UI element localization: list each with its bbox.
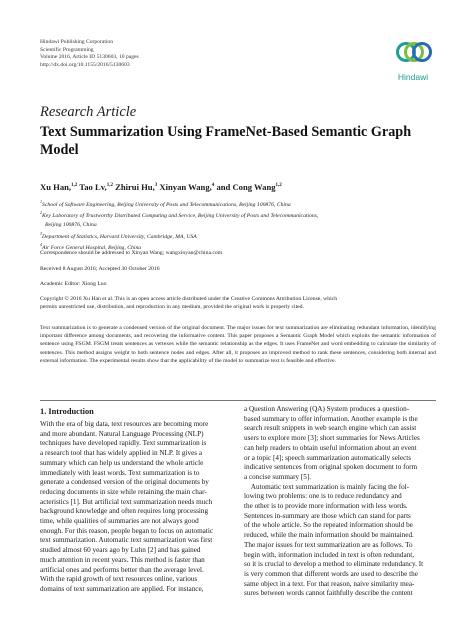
author-name: and Cong Wang (216, 182, 276, 192)
body-line: users to explore more [3]; short summaries for News Articles (244, 434, 420, 443)
affiliation-sup: 2 (40, 210, 42, 216)
body-column-left (40, 420, 213, 595)
body-line: so it is crucial to develop a method to eliminate redundancy. It (244, 560, 424, 569)
correspondence-line: Correspondence should be addressed to Xinyan Wang; wangxinyan@china.com (40, 250, 223, 256)
body-line: domains of text summarization are applied. For instance, (40, 584, 204, 593)
article-type: Research Article (40, 104, 137, 120)
publisher-logo-text: Hindawi (397, 72, 429, 82)
body-line: the other is to provide more information with less words. (244, 502, 408, 511)
body-line: text summarization. Automatic text summarization was first (40, 536, 213, 545)
body-line: studied almost 60 years ago by Luhn [2] and has gained (40, 546, 201, 555)
journal-header-line: Scientific Programming (40, 46, 94, 53)
body-line: indicative sentences from original spoken document to form (244, 463, 418, 472)
body-line: artificial ones and performs better than the average level. (40, 565, 204, 574)
body-line: generate a condensed version of the original documents by (40, 478, 209, 487)
author-name: Zhirui Hu, (115, 182, 155, 192)
body-line: much attention in recent years. This method is faster than (40, 555, 205, 564)
body-line: Automatic text summarization is mainly facing the fol- (244, 482, 410, 491)
body-line: sures between words cannot faithfully describe the content (244, 589, 413, 598)
author-affil-sup: 1,2 (275, 183, 282, 189)
body-line: reduced, while the main information should be maintained. (244, 531, 414, 540)
body-line: can help readers to obtain useful information about an event (244, 443, 417, 452)
copyright-notice (40, 295, 436, 311)
affiliation-text: Air Force General Hospital, Beijing, China (42, 244, 142, 251)
body-line: search result snippets in web search engine which can assist (244, 424, 417, 433)
journal-header-line: Volume 2016, Article ID 5130603, 10 pages (40, 54, 139, 61)
body-line: techniques have developed rapidly. Text summarization is (40, 439, 207, 448)
body-line: or a topic [4]; speech summarization automatically selects (244, 453, 412, 462)
affiliation (40, 230, 318, 241)
copyright-line: permits unrestricted use, distribution, and reproduction in any medium, provided the original work is properly cited. (40, 304, 304, 310)
affiliation-text: Beijing 100876, China (45, 221, 97, 228)
author-list (40, 182, 282, 192)
academic-editor-line: Academic Editor: Xiong Luo (40, 281, 107, 287)
journal-header (40, 39, 139, 69)
affiliation (40, 209, 318, 220)
body-line: reducing documents in size while retaining the main char- (40, 487, 207, 496)
author-affil-sup: 3 (154, 183, 158, 189)
affiliation-text: School of Software Engineering, Beijing University of Posts and Telecommunications, Beijing 100876, China (42, 201, 291, 208)
body-line: enough. For this reason, people began to focus on automatic (40, 526, 214, 535)
body-line: immediately with least words. Text summarization is to (40, 468, 200, 477)
body-line: based summary to offer information. Another example is the (244, 414, 418, 423)
hindawi-logo-icon (388, 38, 438, 90)
journal-header-line: Hindawi Publishing Corporation (40, 39, 114, 45)
body-line: time, while qualities of summaries are not always good (40, 517, 199, 526)
body-line: a research tool that has widely applied in NLP. It gives a (40, 449, 203, 458)
abstract: Text summarization is to generate a condensed version of the original document. The major issues for text summarization are eliminating redundant information, identifying important difference among documents, and recovering the informative content. This paper proposes a Semantic Graph Model which exploits the semantic information of sentence using FSGM. FSGM treats sentences as vertexes while the semantic relationship as the edges. It uses FrameNet and word embedding to calculate the similarity of sentences. This method assigns weight to both sentence nodes and edges. After all, it proposes an improved method to rank these sentences, considering both internal and external information. The experimental results show that the applicability of the model to summarize text is feasible and effective. (40, 325, 436, 364)
body-line: a concise summary [5]. (244, 472, 312, 481)
author-affil-sup: 4 (211, 183, 215, 189)
body-line: With the rapid growth of text resources online, various (40, 575, 198, 584)
body-line: With the era of big data, text resources are becoming more (40, 420, 209, 428)
affiliation-sup: 1 (40, 199, 42, 204)
affiliation-list (40, 198, 318, 253)
author-affil-sup: 1,2 (71, 183, 78, 189)
body-line: a Question Answering (QA) System produces a question- (244, 405, 410, 413)
affiliation-text: Key Laboratory of Trustworthy Distributed Computing and Service, Beijing University of Posts and Telecommunications, (42, 213, 319, 220)
body-line: of the whole article. So the repeated information should be (244, 521, 413, 530)
body-line: is very common that different words are used to describe the (244, 569, 418, 578)
body-line: same object in a text. For that reason, naive similarity mea- (244, 579, 415, 588)
affiliation (40, 221, 318, 230)
article-title: Text Summarization Using FrameNet-Based Semantic Graph Model (40, 124, 412, 158)
affiliation-sup: 4 (40, 242, 42, 248)
author-affil-sup: 1,2 (106, 183, 113, 189)
author-name: Tao Lv, (79, 182, 107, 192)
body-line: summary which can help us understand the whole article (40, 458, 204, 467)
affiliation-sup: 3 (40, 230, 42, 236)
author-name: Xu Han, (40, 182, 72, 192)
doi-link[interactable]: http://dx.doi.org/10.1155/2016/5130603 (40, 61, 130, 68)
body-line: background knowledge and often requires long processing (40, 507, 209, 516)
affiliation (40, 198, 318, 209)
affiliation-text: Department of Statistics, Harvard University, Cambridge, MA, USA (42, 233, 197, 240)
body-line: and more abundant. Natural Language Processing (NLP) (40, 429, 204, 438)
body-line: The major issues for text summarization are as follows. To (244, 540, 413, 549)
copyright-line: Copyright © 2016 Xu Han et al. This is an open access article distributed under the Creative Commons Attribution License, which (40, 296, 338, 302)
section-heading: 1. Introduction (40, 407, 94, 416)
body-column-right (244, 405, 423, 599)
body-line: acteristics [1]. But artificial text summarization needs much (40, 497, 213, 506)
dates-line: Received 8 August 2016; Accepted 30 October 2016 (40, 266, 160, 272)
body-line: begin with, information included in text is often redundant, (244, 550, 415, 559)
author-name: Xinyan Wang, (159, 182, 212, 192)
body-line: lowing two problems: one is to reduce redundancy and (244, 492, 402, 501)
section-divider (40, 400, 436, 401)
body-line: Sentences in-summary are those which can stand for parts (244, 511, 411, 520)
